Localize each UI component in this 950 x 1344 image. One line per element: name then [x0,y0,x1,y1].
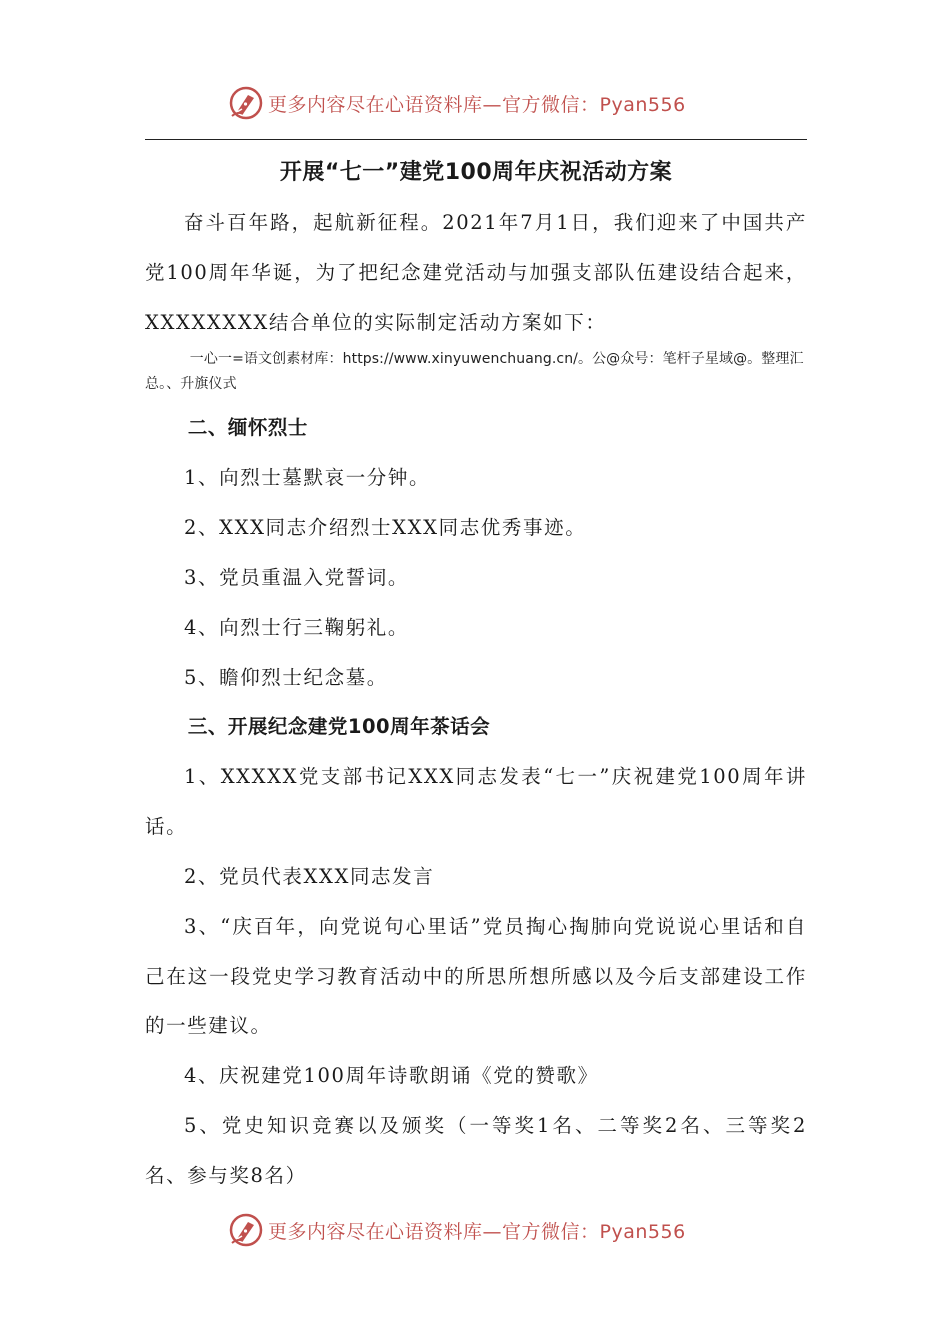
list-item: 4、向烈士行三鞠躬礼。 [184,615,410,639]
pen-nib-icon [228,1212,264,1248]
section-heading-3: 三、开展纪念建党100周年茶话会 [187,715,491,739]
document-title: 开展“七一”建党100周年庆祝活动方案 [279,160,673,185]
footer-banner [228,1209,686,1251]
list-item: 3、党员重温入党誓词。 [184,565,410,589]
intro-paragraph: 奋斗百年路，起航新征程。2021年7月1日，我们迎来了中国共产党100周年华诞，为了把纪念建党活动与加强支部队伍建设结合起来，XXXXXXXX结合单位的实际制定活动方案如下： [145,211,807,334]
pen-nib-icon [228,85,264,121]
list-item: 2、XXX同志介绍烈士XXX同志优秀事迹。 [184,516,587,540]
list-item: 3、“庆百年，向党说句心里话”党员掏心掏肺向党说说心里话和自己在这一段党史学习教育活动中的所思所想所感以及今后支部建设工作的一些建议。 [145,914,807,1038]
section-heading-2: 二、缅怀烈士 [187,416,308,440]
header-divider [145,139,807,140]
document-body [145,148,807,1201]
list-item: 4、庆祝建党100周年诗歌朗诵《党的赞歌》 [184,1064,599,1088]
list-item: 5、瞻仰烈士纪念墓。 [184,665,388,689]
banner-text: 更多内容尽在心语资料库—官方微信：Pyan556 [268,93,686,116]
header-banner [228,82,686,124]
source-note: 一心一=语文创素材库：https://www.xinyuwenchuang.cn/。公@众号：笔杆子星域@。整理汇总。、升旗仪式 [145,351,804,393]
list-item: 1、XXXXX党支部书记XXX同志发表“七一”庆祝建党100周年讲话。 [145,765,807,839]
banner-text: 更多内容尽在心语资料库—官方微信：Pyan556 [268,1220,686,1243]
list-item: 1、向烈士墓默哀一分钟。 [184,466,431,490]
list-item: 2、党员代表XXX同志发言 [184,864,435,888]
list-item: 5、党史知识竞赛以及颁奖（一等奖1名、二等奖2名、三等奖2名、参与奖8名） [145,1113,807,1187]
